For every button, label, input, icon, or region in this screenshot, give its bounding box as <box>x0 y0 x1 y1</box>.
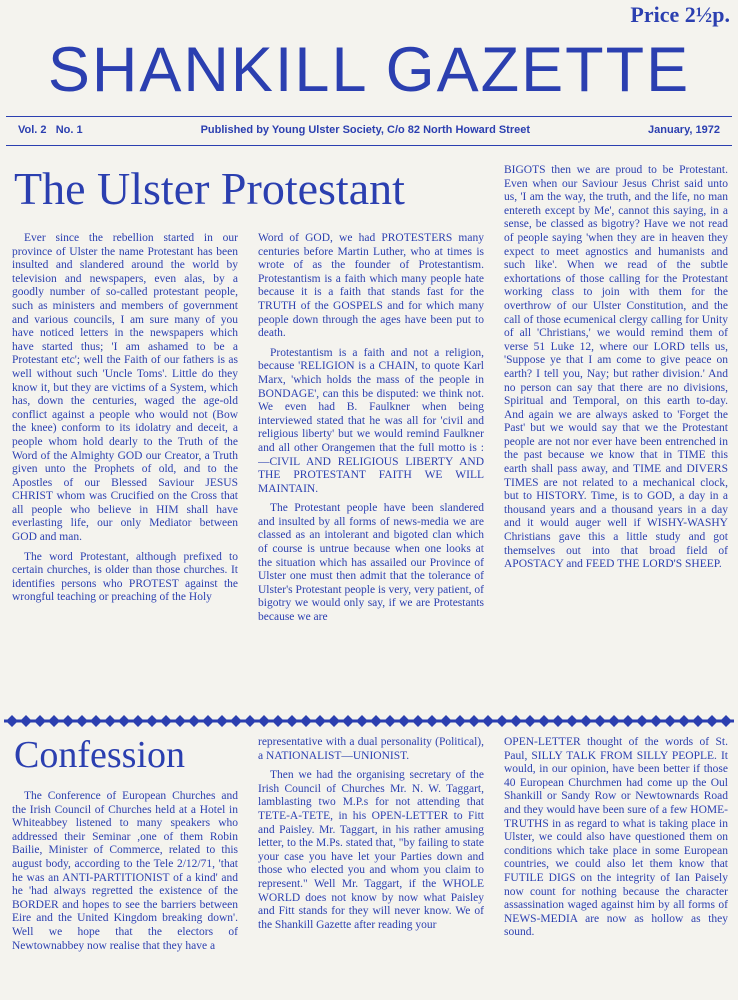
issue-date: January, 1972 <box>648 124 720 136</box>
publisher-line: Published by Young Ulster Society, C/o 82 North Howard Street <box>200 124 531 136</box>
article1-column-1 <box>12 232 238 702</box>
volume-number: Vol. 2 No. 1 <box>18 124 83 136</box>
bottom-rule <box>6 145 732 146</box>
paragraph: BIGOTS then we are proud to be Protestant. Even when our Saviour Jesus Christ said unto us, 'I am the way, the truth, and the life, no man entereth except by Me', cannot this saying, in a sense, be classed as bigotry? Have we not read of people saying 'when they are in heaven they expect to meet agnostics and humanists and such like'. When we read of the subtle exhortations of those calling for the Protestant working class to join with them for the overthrow of our Ulster Constitution, and the call of those ecumenical clergy calling for Unity of all 'Christians,' we would remind them of verse 51 Luke 12, where our LORD tells us, 'Suppose ye that I am come to give peace on earth? I tell you, Nay; but rather division.' And no person can say that there are no divisions, Spiritual and Temporal, on this earth to-day. And again we are always asked to 'Forget the Past' but we would say that we the Protestant people are not nor ever have been entrenched in the past because we know that in TIME this earth shall pass away, and TIME and DIVERS TIMES are not related to a mechanical clock, but to HISTORY. Time, is to GOD, a day in a thousand years and a thousand years in a day and it would auger well if WISHY-WASHY Christians gave this a little study and got themselves out into that broad field of APOSTACY and FEED THE LORD'S SHEEP. <box>504 164 728 571</box>
masthead-title: SHANKILL GAZETTE <box>47 35 691 105</box>
price-label: Price 2½p. <box>630 2 730 27</box>
article1-column-2 <box>258 232 484 702</box>
decorative-divider <box>4 712 734 730</box>
paragraph: representative with a dual personality (Political), a NATIONALIST—UNIONIST. <box>258 736 484 762</box>
paragraph: The Protestant people have been slandered and insulted by all forms of news-media we are classed as an intolerant and bigoted clan which of course is untrue because when one looks at the situation which has assailed our Province of Ulster one must then admit that the tolerance of Ulster's Protestant people is very, very patient, of bigotry we would only say, if we are Protestants because we are <box>258 502 484 624</box>
article2-column-3 <box>504 736 728 998</box>
article1-column-3 <box>504 164 728 704</box>
paragraph: The word Protestant, although prefixed to certain churches, is older than those churches. It identifies persons who PROTEST against the wrongful teaching or preaching of the Holy <box>12 550 238 604</box>
article2-column-1 <box>12 790 238 996</box>
top-rule <box>6 116 732 117</box>
paragraph: OPEN-LETTER thought of the words of St. Paul, SILLY TALK FROM SILLY PEOPLE. It would, in our opinion, have been better if those 40 European Churchmen had come up the Oul Shankill or Sandy Row or Newtownards Road and they would have been sure of a few HOME-TRUTHS in as regard to what is taking place in Ulster, we could also have questioned them on conditions which take place in some European countries, we could also let them know that FUTILE DIGS on the integrity of Ian Paisely now count for nothing because the character assassination waged against him by all forms of NEWS-MEDIA are now as hollow as they sound. <box>504 736 728 939</box>
paragraph: The Conference of European Churches and the Irish Council of Churches held at a Hotel in Whiteabbey listened to many speakers who addressed their Seminar ,one of them Robin Bailie, Minister of Commerce, related to this august body, according to the Tele 2/12/71, 'that he was an ANTI-PARTITIONIST of a kind' and he 'had always regretted the existence of the BORDER and hopes to see the barriers between Eire and the United Kingdom breaking down'. Well we hope that the electors of Newtownabbey now realise that they have a <box>12 790 238 952</box>
article2-column-2 <box>258 736 484 998</box>
headline-confession: Confession <box>14 734 185 776</box>
paragraph: Then we had the organising secretary of the Irish Council of Churches Mr. N. W. Taggart, lamblasting two M.P.s for not attending that TETE-A-TETE, in his OPEN-LETTER to Fitt and Paisley. Mr. Taggart, in his rather amusing letter, to the M.Ps. stated that, "by failing to state your case you have let your Parties down and those who elected you and whom you claim to represent." Well Mr. Taggart, if the WHOLE WORLD does not know by now what Paisley and Fitt stands for they will never know. We of the Shankill Gazette after reading your <box>258 769 484 931</box>
paragraph: Protestantism is a faith and not a religion, because 'RELIGION is a CHAIN, to quote Karl Marx, 'which holds the mass of the people in BONDAGE', can this be disputed: we think not. We even had B. Faulkner when being interviewed stated that he was all for 'civil and religious liberty' but we would remind Faulkner and all other Orangemen that the full motto is :—CIVIL AND RELIGIOUS LIBERTY AND THE PROTESTANT FAITH WE WILL MAINTAIN. <box>258 346 484 495</box>
paragraph: Word of GOD, we had PROTESTERS many centuries before Martin Luther, who at times is wrote of as the founder of Protestantism. Protestantism is a faith which many people hate because it is a faith that stands fast for the TRUTH of the GOSPELS and for which many people down through the ages have been put to death. <box>258 232 484 340</box>
paragraph: Ever since the rebellion started in our province of Ulster the name Protestant has been insulted and slandered around the world by television and newspapers, even alas, by a goodly number of so-called protestant people, such as ministers and members of government and various councils, I am sure many of you have noticed letters in the newspapers which have started thus; 'I am ashamed to be a Protestant etc'; well the Faith of our fathers is as well without such 'Uncle Toms'. Little do they know it, but they are victims of a System, which has, down the centuries, waged the age-old conflict against a people who would not (Bow the knee) conform to its idolatry and deceit, a people whom hold dearly to the Truth of the Word of the Almighty GOD our Creator, a Truth given unto the Prophets of old, and to the Apostles of our Blessed Saviour JESUS CHRIST whom was Crucified on the Cross that all people who believe in HIM shall have everlasting life, our only Mediator between GOD and man. <box>12 232 238 544</box>
info-bar <box>18 124 720 136</box>
headline-ulster-protestant: The Ulster Protestant <box>14 163 405 214</box>
